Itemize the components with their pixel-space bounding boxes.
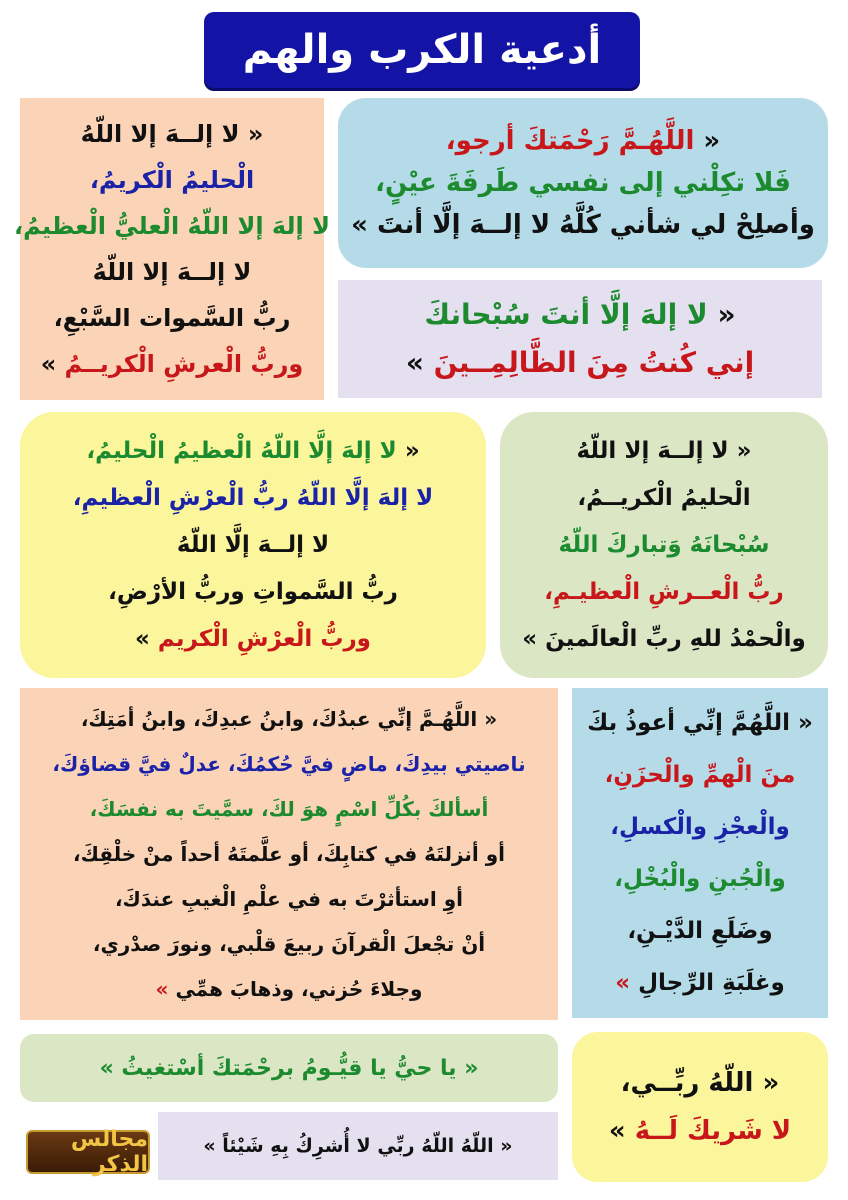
dua-allahu-rabbi-card (158, 1112, 558, 1180)
dua7-line-2: ناصيتي بيدِكَ، ماضٍ فيَّ حُكمُكَ، عدلٌ فيَّ قضاؤكَ، (52, 751, 526, 776)
dua-rahmataka-arju-card (338, 98, 828, 268)
dua6-line-4: والْجُبنِ والْبُخْلِ، (614, 866, 786, 892)
dua7-line-4: أو أنزلتَهُ في كتابِكَ، أو علَّمتَهُ أحداً منْ خلْقِكَ، (72, 841, 506, 866)
dua-subhanaka-card (338, 280, 822, 398)
dua2-line-1: « لا إلهَ إلَّا أنتَ سُبْحانكَ (424, 298, 736, 331)
dua3-line-2: الْحليمُ الْكريمُ، (89, 166, 255, 194)
dua5-line-3: لا إلــهَ إلَّا اللّهُ (176, 531, 330, 558)
dua-ya-hayyu-card (20, 1034, 558, 1102)
page-title: أدعية الكرب والهم (242, 27, 602, 73)
logo-text: مجالس الذكر (70, 1127, 148, 1177)
dua5-line-2: لا إلهَ إلَّا اللّهُ ربُّ الْعرْشِ الْعظيمِ، (72, 484, 434, 511)
dua3-line-1: « لا إلــهَ إلا اللّهُ (80, 120, 264, 148)
title-banner (204, 12, 640, 88)
dua6-line-5: وضَلَعِ الدَّيْـنِ، (627, 918, 773, 944)
dua9-line-1: « اللّهُ ربِّــي، (620, 1068, 780, 1098)
dua3-line-4: لا إلــهَ إلا اللّهُ (92, 258, 252, 286)
dua7-line-1: « اللَّهُـمَّ إنِّي عبدُكَ، وابنُ عبدِكَ، وابنُ أمَتِكَ، (80, 706, 498, 731)
dua5-line-4: ربُّ السَّمواتِ وربُّ الأرْضِ، (108, 578, 398, 605)
dua6-line-3: والْعجْزِ والْكسلِ، (610, 814, 790, 840)
dua1-line-3: وأصلِحْ لي شأني كُلَّهُ لا إلــهَ إلَّا أنتَ » (351, 210, 815, 240)
dua5-line-5: وربُّ الْعرْشِ الْكريم » (135, 625, 371, 652)
dua9-line-2: لا شَريكَ لَــهُ » (608, 1116, 792, 1146)
dua3-line-6: وربُّ الْعرشِ الْكريــمُ » (40, 350, 304, 378)
dua7-line-3: أسألكَ بكُلِّ اسْمٍ هوَ لكَ، سمَّيتَ به نفسَكَ، (89, 796, 489, 821)
dua7-line-6: أنْ تجْعلَ الْقرآنَ ربيعَ قلْبي، ونورَ صدْري، (92, 931, 486, 956)
dua5-line-1: « لا إلهَ إلَّا اللّهُ الْعظيمُ الْحليمُ، (86, 437, 420, 464)
dua7-line-7: وجلاءَ حُزني، وذهابَ همِّي » (155, 976, 423, 1001)
dua1-line-1: « اللَّهُـمَّ رَحْمَتكَ أرجو، (445, 126, 721, 156)
majalis-logo (26, 1127, 150, 1177)
dua-la-sharika-card (572, 1032, 828, 1182)
dua8-text: « يا حيُّ يا قيُّـومُ برحْمَتكَ أسْتغيثُ » (99, 1055, 479, 1081)
dua6-line-1: « اللَّهُمَّ إنِّي أعوذُ بكَ (587, 710, 813, 736)
dua-alhamdulillah-card (500, 412, 828, 678)
dua-inni-abduka-card (20, 688, 558, 1020)
dua-audhu-bika-card (572, 688, 828, 1018)
dua4-line-4: ربُّ الْعــرشِ الْعظيـمِ، (544, 578, 784, 605)
dua7-line-5: أوِ استأثرْتَ به في علْمِ الْغيبِ عندَكَ، (114, 886, 464, 911)
dua6-line-2: منَ الْهمِّ والْحزَنِ، (604, 762, 796, 788)
dua6-line-6: وغلَبَةِ الرِّجالِ » (615, 970, 785, 996)
dua3-line-5: ربُّ السَّموات السَّبْعِ، (53, 304, 291, 332)
dua4-line-3: سُبْحانَهُ وَتباركَ اللّهُ (558, 531, 770, 558)
dua4-line-2: الْحليمُ الْكريــمُ، (577, 484, 751, 511)
dua-azim-halim-card (20, 412, 486, 678)
dua4-line-1: « لا إلــهَ إلا اللّهُ (576, 437, 752, 464)
dua4-line-5: والْحمْدُ للهِ ربِّ الْعالَمينَ » (522, 625, 806, 652)
dua3-line-3: لا إلهَ إلا اللّهُ الْعليُّ الْعظيمُ، (14, 212, 330, 240)
dua10-text: « اللّهُ اللّهُ ربِّي لا أُشرِكُ بِهِ شَيْئاً » (203, 1135, 513, 1157)
dua1-line-2: فَلا تكِلْني إلى نفسي طَرفَةَ عيْنٍ، (375, 168, 791, 198)
dua2-line-2: إني كُنتُ مِنَ الظَّالِمِــينَ » (405, 346, 755, 379)
dua-rabbu-assamawat-card (14, 98, 330, 400)
